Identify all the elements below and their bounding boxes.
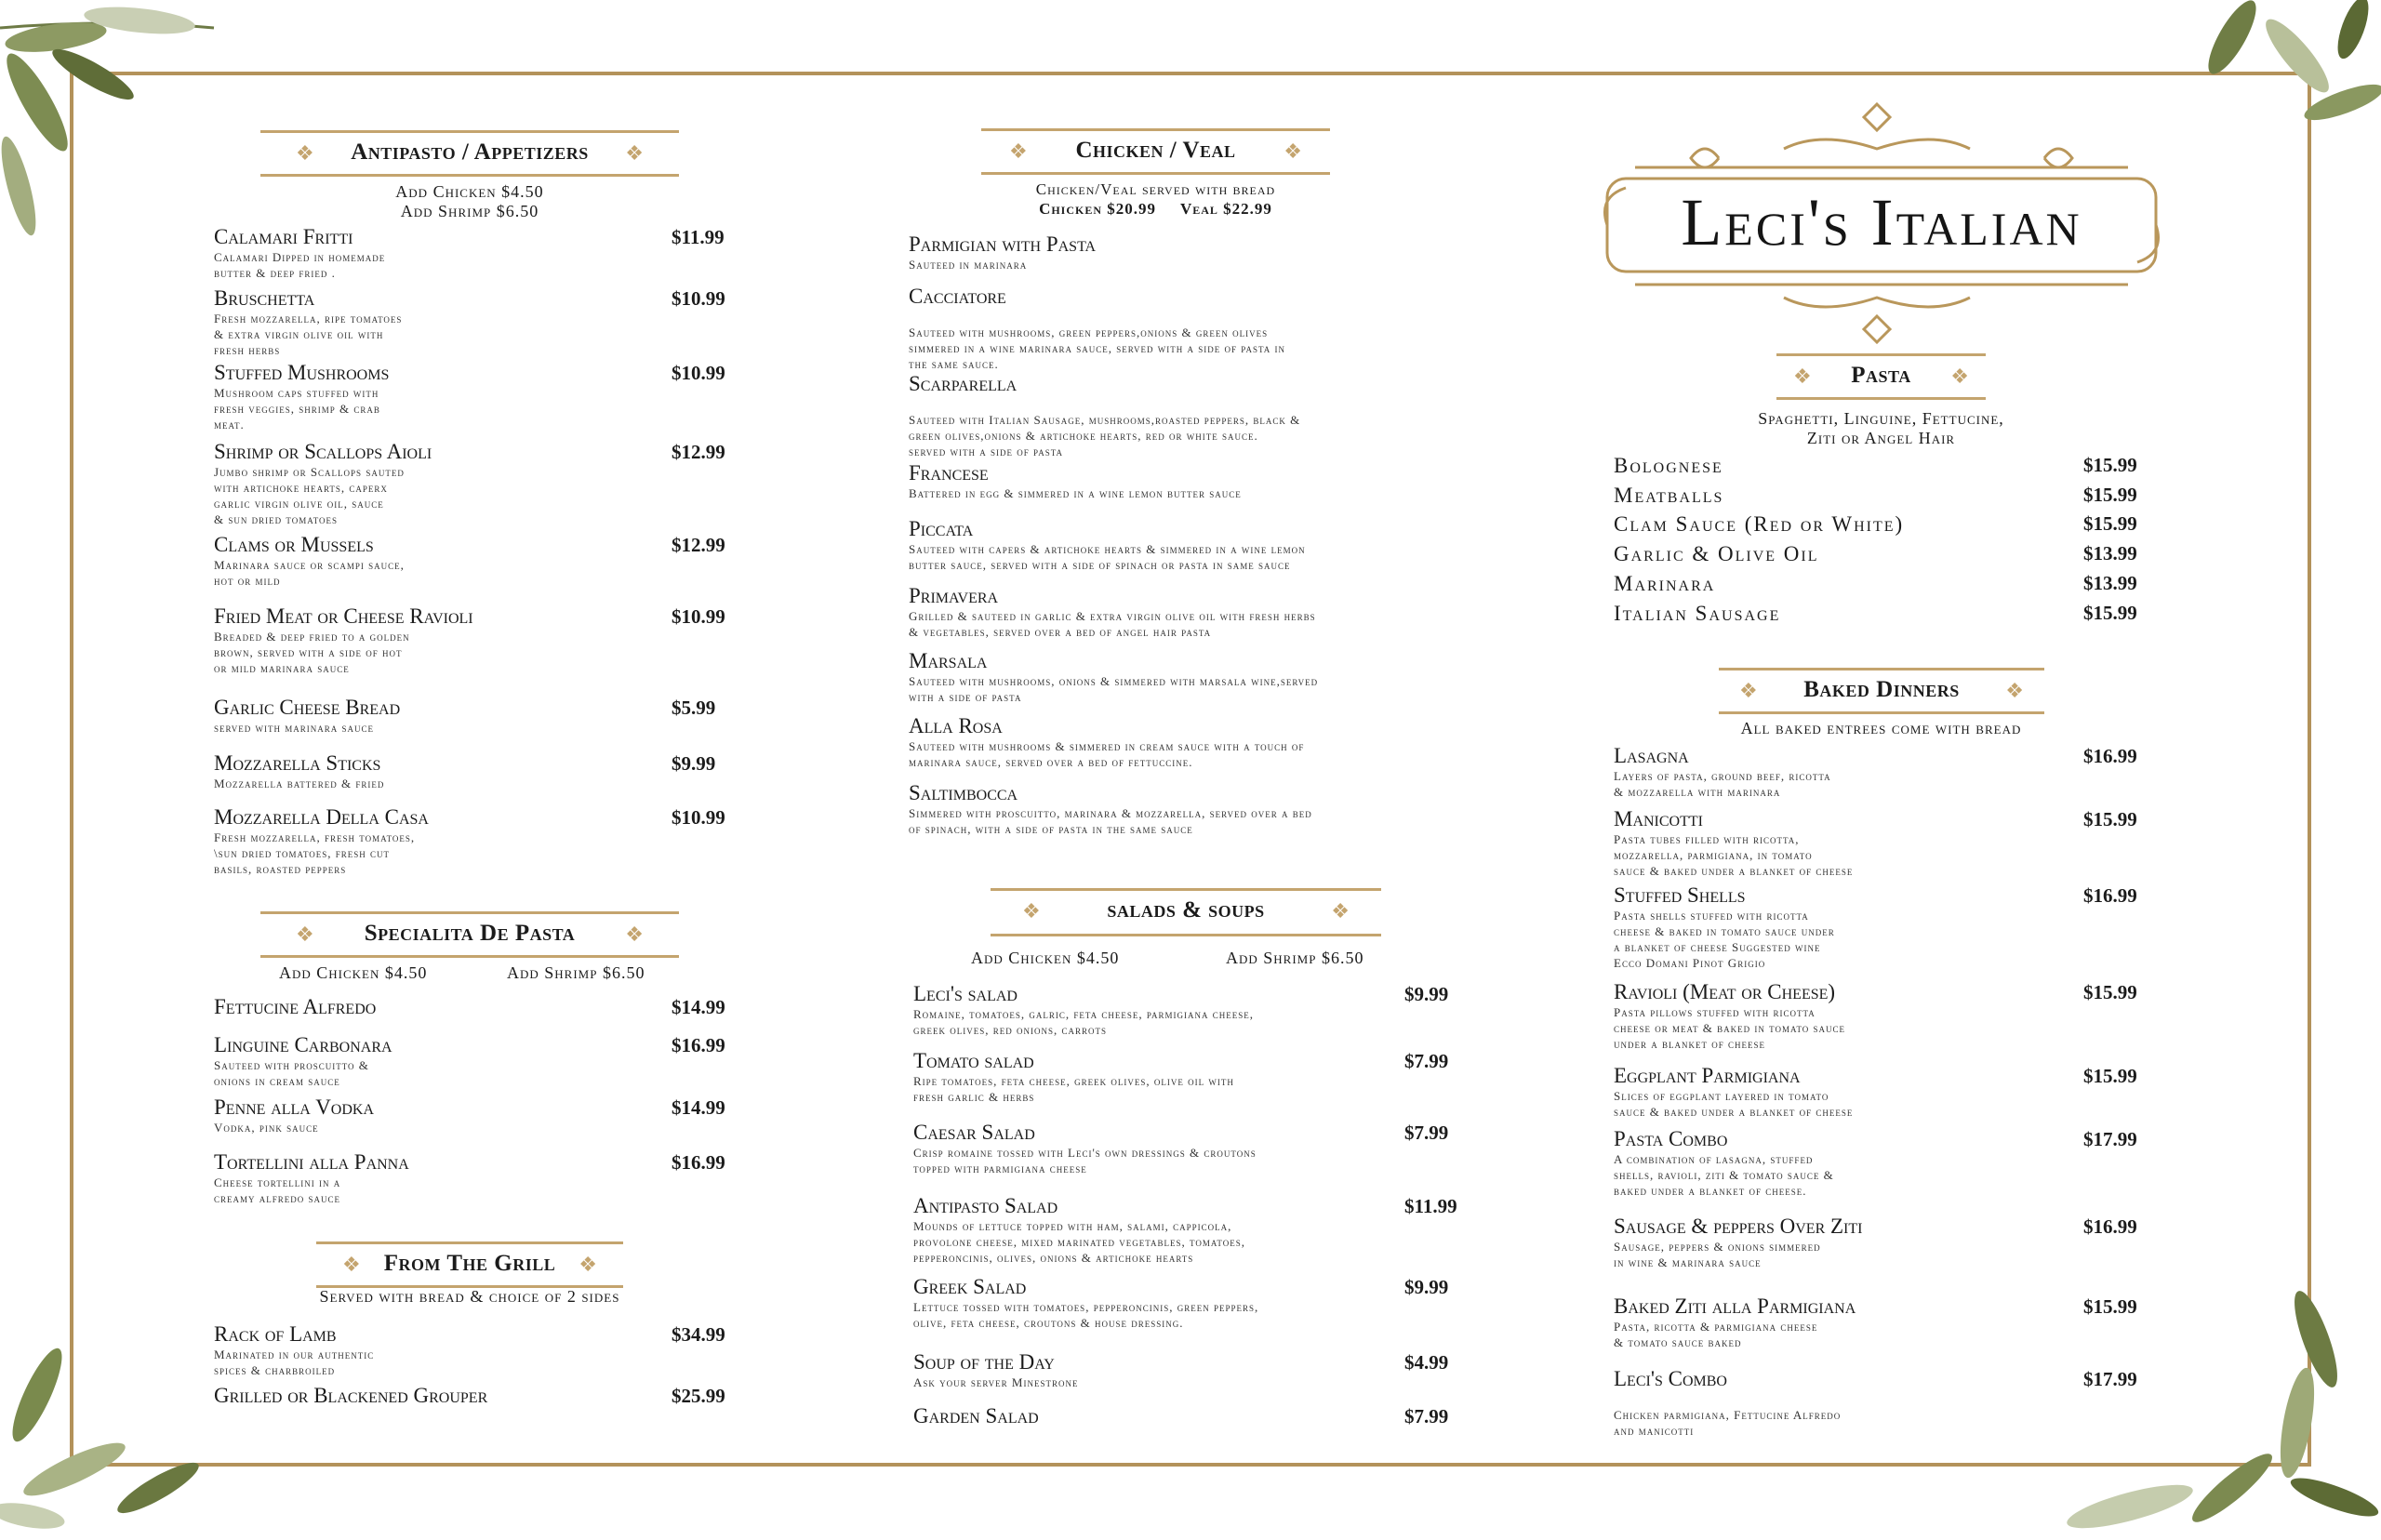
- menu-item-price: $5.99: [672, 697, 716, 719]
- olive-branch-icon: [0, 0, 223, 242]
- menu-item: [214, 1384, 725, 1408]
- menu-item: [913, 1121, 1449, 1176]
- menu-item-price: $17.99: [2083, 1128, 2137, 1150]
- section-header-chicken: ❖ Chicken / Veal ❖: [981, 128, 1330, 175]
- menu-item-name: Baked Ziti alla Parmigiana: [1614, 1294, 1856, 1318]
- menu-item: [1614, 980, 2137, 1052]
- menu-item-price: $16.99: [2083, 884, 2137, 907]
- menu-item: [1614, 484, 2137, 508]
- menu-item-description: onions in cream sauce: [214, 1074, 340, 1088]
- menu-item-description: Sauteed in marinara: [909, 258, 1028, 272]
- restaurant-logo: [1598, 102, 2165, 344]
- menu-item: [1614, 542, 2137, 566]
- menu-item-description: Pasta shells stuffed with ricotta: [1614, 909, 1809, 923]
- menu-item: [909, 649, 1318, 705]
- menu-item-description: cheese or meat & baked in tomato sauce: [1614, 1021, 1846, 1035]
- menu-item-name: Leci's salad: [913, 982, 1018, 1005]
- menu-item-description: Pasta tubes filled with ricotta,: [1614, 832, 1800, 846]
- menu-item-description: served with marinara sauce: [214, 721, 375, 735]
- menu-item-description: basils, roasted peppers: [214, 862, 347, 876]
- menu-item-name: Grilled or Blackened Grouper: [214, 1384, 488, 1407]
- menu-item: [909, 285, 1285, 372]
- menu-item-name: Piccata: [909, 517, 974, 540]
- section-note: Add Shrimp $6.50: [1226, 949, 1364, 967]
- menu-item-name: Parmigian with Pasta: [909, 232, 1097, 256]
- menu-item-price: $16.99: [2083, 745, 2137, 767]
- menu-item-name: Caesar Salad: [913, 1121, 1035, 1144]
- menu-item: [1614, 1064, 2137, 1120]
- menu-item-name: Garden Salad: [913, 1404, 1039, 1427]
- menu-item-price: $25.99: [672, 1385, 725, 1407]
- menu-item-name: Scarparella: [909, 372, 1018, 395]
- menu-item: [913, 1194, 1457, 1266]
- menu-item: [1614, 572, 2137, 596]
- menu-item-description: brown, served with a side of hot: [214, 645, 403, 659]
- menu-item-description: Grilled & sauteed in garlic & extra virgin olive oil with fresh herbs: [909, 609, 1316, 623]
- menu-item: [214, 1150, 725, 1206]
- menu-item-price: $11.99: [672, 226, 725, 248]
- menu-item: [913, 1350, 1449, 1390]
- menu-item-name: Manicotti: [1614, 807, 1703, 830]
- menu-item-description: pepperoncinis, olives, onions & artichoke hearts: [913, 1251, 1194, 1265]
- section-header-salads: ❖ salads & soups ❖: [991, 888, 1381, 936]
- section-note: Chicken/Veal served with bread Chicken $20.99 Veal $22.99: [1035, 180, 1276, 218]
- menu-item: [913, 1275, 1449, 1331]
- menu-item-description: shells, ravioli, ziti & tomato sauce &: [1614, 1168, 1834, 1182]
- menu-item-name: Cacciatore: [909, 285, 1006, 308]
- menu-item-price: $15.99: [2083, 1065, 2137, 1087]
- menu-item-description: Sauteed with mushrooms, onions & simmered with marsala wine,served: [909, 674, 1319, 688]
- menu-item-price: $15.99: [2083, 1295, 2137, 1318]
- flourish-icon: ❖: [1793, 365, 1812, 388]
- menu-item-description: & vegetables, served over a bed of angel hair pasta: [909, 625, 1212, 639]
- menu-item-description: butter sauce, served with a side of spinach or pasta in same sauce: [909, 558, 1291, 572]
- menu-item-description: with artichoke hearts, caperx: [214, 481, 388, 495]
- menu-item-description: Vodka, pink sauce: [214, 1121, 319, 1135]
- olive-branch-icon: [2158, 0, 2381, 149]
- menu-item-name: Stuffed Mushrooms: [214, 361, 390, 384]
- menu-item-price: $15.99: [2083, 484, 2137, 506]
- flourish-icon: ❖: [625, 141, 644, 165]
- menu-item-price: $9.99: [672, 752, 716, 775]
- menu-item-price: $15.99: [2083, 602, 2137, 624]
- menu-item: [913, 1404, 1449, 1428]
- flourish-icon: ❖: [579, 1253, 597, 1276]
- section-header-specialita: ❖ Specialita De Pasta ❖: [260, 911, 679, 958]
- menu-item-description: Romaine, tomatoes, galric, feta cheese, parmigiana cheese,: [913, 1007, 1255, 1021]
- menu-item: [214, 225, 725, 281]
- menu-item-description: Sausage, peppers & onions simmered: [1614, 1240, 1821, 1254]
- menu-item: [1614, 602, 2137, 626]
- menu-item-name: Soup of the Day: [913, 1350, 1055, 1374]
- menu-item: [214, 995, 725, 1019]
- menu-item-price: $11.99: [1404, 1195, 1457, 1217]
- menu-item-name: Tomato salad: [913, 1049, 1034, 1072]
- menu-item-description: Pasta, ricotta & parmigiana cheese: [1614, 1320, 1818, 1334]
- menu-item-description: Mozzarella battered & fried: [214, 777, 385, 790]
- menu-item-price: $34.99: [672, 1323, 725, 1346]
- menu-item-description: Slices of eggplant layered in tomato: [1614, 1089, 1829, 1103]
- menu-item: [214, 696, 716, 736]
- menu-item-description: the same sauce.: [909, 357, 999, 371]
- flourish-icon: ❖: [625, 923, 644, 946]
- menu-item-description: Sauteed with mushrooms, green peppers,onions & green olives: [909, 325, 1269, 339]
- menu-item-description: & extra virgin olive oil with: [214, 327, 384, 341]
- flourish-icon: ❖: [296, 141, 314, 165]
- menu-item-description: simmered in a wine marinara sauce, served with a side of pasta in: [909, 341, 1285, 355]
- menu-item-description: fresh herbs: [214, 343, 281, 357]
- flourish-icon: ❖: [296, 923, 314, 946]
- menu-item: [214, 533, 725, 589]
- menu-item-description: topped with parmigiana cheese: [913, 1162, 1087, 1175]
- menu-item-name: Meatballs: [1614, 484, 1724, 507]
- menu-item-description: provolone cheese, mixed marinated vegetables, tomatoes,: [913, 1235, 1245, 1249]
- menu-item: [214, 286, 725, 358]
- menu-item: [214, 361, 725, 432]
- menu-item-description: garlic virgin olive oil, sauce: [214, 497, 384, 511]
- section-header-grill: ❖ From The Grill ❖: [316, 1241, 623, 1288]
- flourish-icon: ❖: [1284, 139, 1302, 163]
- menu-item-description: greek olives, red onions, carrots: [913, 1023, 1108, 1037]
- menu-item-description: Fresh mozzarella, ripe tomatoes: [214, 312, 403, 325]
- menu-item-name: Calamari Fritti: [214, 225, 353, 248]
- menu-item-name: Tortellini alla Panna: [214, 1150, 409, 1174]
- menu-item-description: creamy alfredo sauce: [214, 1191, 341, 1205]
- menu-item-description: in wine & marinara sauce: [1614, 1255, 1762, 1269]
- menu-item-price: $12.99: [672, 534, 725, 556]
- menu-item: [1614, 1215, 2137, 1270]
- menu-item-name: Fried Meat or Cheese Ravioli: [214, 604, 473, 628]
- menu-item: [1614, 1367, 2137, 1439]
- menu-item-description: Marinara sauce or scampi sauce,: [214, 558, 405, 572]
- section-note: Spaghetti, Linguine, Fettucine, Ziti or Angel Hair: [1758, 409, 2004, 447]
- menu-item-price: $16.99: [672, 1151, 725, 1174]
- menu-item-description: & tomato sauce baked: [1614, 1335, 1742, 1349]
- menu-item-price: $15.99: [2083, 981, 2137, 1003]
- flourish-icon: ❖: [1331, 899, 1350, 923]
- menu-item-name: Bolognese: [1614, 454, 1723, 477]
- menu-item-name: Italian Sausage: [1614, 602, 1781, 625]
- menu-item: [909, 372, 1300, 459]
- menu-item-price: $4.99: [1404, 1351, 1449, 1374]
- menu-item-name: Pasta Combo: [1614, 1127, 1728, 1150]
- menu-item-name: Shrimp or Scallops Aioli: [214, 440, 432, 463]
- menu-item-description: Lettuce tossed with tomatoes, pepperoncinis, green peppers,: [913, 1300, 1259, 1314]
- menu-item-name: Antipasto Salad: [913, 1194, 1058, 1217]
- menu-item-name: Marinara: [1614, 572, 1716, 595]
- menu-item-name: Francese: [909, 461, 989, 485]
- menu-item-description: Sauteed with Italian Sausage, mushrooms,roasted peppers, black &: [909, 413, 1301, 427]
- section-header-baked: ❖ Baked Dinners ❖: [1719, 668, 2044, 714]
- menu-item-name: Greek Salad: [913, 1275, 1027, 1298]
- menu-item-description: Ecco Domani Pinot Grigio: [1614, 956, 1766, 970]
- menu-item-description: Pasta pillows stuffed with ricotta: [1614, 1005, 1816, 1019]
- menu-item-description: sauce & baked under a blanket of cheese: [1614, 1105, 1854, 1119]
- section-note: All baked entrees come with bread: [1740, 719, 2022, 737]
- menu-item-description: Sauteed with capers & artichoke hearts & simmered in a wine lemon: [909, 542, 1306, 556]
- menu-item-name: Mozzarella Della Casa: [214, 805, 429, 829]
- menu-item-name: Linguine Carbonara: [214, 1033, 392, 1056]
- restaurant-name: Leci's Italian: [1681, 185, 2082, 259]
- menu-item-name: Stuffed Shells: [1614, 883, 1746, 907]
- menu-item-name: Primavera: [909, 584, 999, 607]
- menu-item-name: Garlic & Olive Oil: [1614, 542, 1819, 565]
- menu-item-description: Jumbo shrimp or Scallops sauted: [214, 465, 405, 479]
- menu-item: [1614, 1294, 2137, 1350]
- menu-item: [913, 1049, 1449, 1105]
- menu-item-description: Cheese tortellini in a: [214, 1175, 341, 1189]
- menu-item-price: $16.99: [2083, 1215, 2137, 1238]
- flourish-icon: ❖: [2005, 679, 2024, 702]
- menu-item: [1614, 807, 2137, 879]
- olive-branch-icon: [0, 1339, 223, 1540]
- section-note: Served with bread & choice of 2 sides: [319, 1287, 620, 1306]
- menu-item-description: Mounds of lettuce topped with ham, salami, cappicola,: [913, 1219, 1232, 1233]
- section-note: Add Chicken $4.50 Add Shrimp $6.50: [395, 182, 544, 220]
- menu-item-description: sauce & baked under a blanket of cheese: [1614, 864, 1854, 878]
- menu-item-description: Fresh mozzarella, fresh tomatoes,: [214, 830, 416, 844]
- menu-item-name: Fettucine Alfredo: [214, 995, 377, 1018]
- menu-item-description: olive, feta cheese, croutons & house dressing.: [913, 1316, 1184, 1330]
- menu-item: [1614, 744, 2137, 800]
- menu-item-price: $9.99: [1404, 983, 1449, 1005]
- menu-item-description: Chicken parmigiana, Fettucine Alfredo: [1614, 1408, 1842, 1422]
- menu-item-description: under a blanket of cheese: [1614, 1037, 1765, 1051]
- section-note: Add Chicken $4.50: [971, 949, 1120, 967]
- menu-item-price: $13.99: [2083, 542, 2137, 564]
- menu-item-name: Penne alla Vodka: [214, 1095, 375, 1119]
- menu-item: [909, 714, 1304, 770]
- section-note: Add Chicken $4.50: [279, 963, 428, 982]
- menu-item: [214, 751, 716, 791]
- menu-item-name: Ravioli (Meat or Cheese): [1614, 980, 1836, 1003]
- menu-item-name: Bruschetta: [214, 286, 315, 310]
- menu-item-description: [1614, 1392, 1841, 1407]
- menu-item-description: or mild marinara sauce: [214, 661, 350, 675]
- menu-item-name: Clam Sauce (Red or White): [1614, 512, 1905, 536]
- menu-item-description: A combination of lasagna, stuffed: [1614, 1152, 1814, 1166]
- menu-item-name: Lasagna: [1614, 744, 1689, 767]
- menu-item-description: Marinated in our authentic: [214, 1348, 375, 1361]
- menu-item: [913, 982, 1449, 1038]
- menu-item-description: served with a side of pasta: [909, 445, 1063, 458]
- menu-item-name: Sausage & peppers Over Ziti: [1614, 1215, 1863, 1238]
- menu-item: [1614, 512, 2137, 537]
- menu-item-name: Eggplant Parmigiana: [1614, 1064, 1801, 1087]
- menu-item-description: cheese & baked in tomato sauce under: [1614, 924, 1835, 938]
- menu-item: [909, 517, 1306, 573]
- menu-item-price: $7.99: [1404, 1122, 1449, 1144]
- menu-item-description: Ripe tomatoes, feta cheese, greek olives, olive oil with: [913, 1074, 1234, 1088]
- menu-item-price: $10.99: [672, 605, 725, 628]
- menu-item-description: Layers of pasta, ground beef, ricotta: [1614, 769, 1831, 783]
- section-header-pasta: ❖ Pasta ❖: [1776, 353, 1986, 400]
- menu-item-name: Clams or Mussels: [214, 533, 374, 556]
- menu-item-price: $15.99: [2083, 454, 2137, 476]
- flourish-icon: ❖: [1950, 365, 1969, 388]
- menu-item: [214, 805, 725, 877]
- menu-item-name: Rack of Lamb: [214, 1322, 337, 1346]
- menu-item-description: \sun dried tomatoes, fresh cut: [214, 846, 391, 860]
- flourish-icon: ❖: [1009, 139, 1028, 163]
- menu-item: [214, 440, 725, 527]
- menu-item-name: Leci's Combo: [1614, 1367, 1727, 1390]
- section-note: Add Shrimp $6.50: [507, 963, 645, 982]
- menu-item-description: a blanket of cheese Suggested wine: [1614, 940, 1821, 954]
- menu-item-price: $10.99: [672, 806, 725, 829]
- menu-item: [214, 1322, 725, 1378]
- menu-item-description: [909, 397, 1300, 412]
- menu-item-description: [909, 310, 1285, 325]
- menu-item-description: Ask your server Minestrone: [913, 1375, 1079, 1389]
- menu-item-description: & sun dried tomatoes: [214, 512, 339, 526]
- menu-item-description: & mozzarella with marinara: [1614, 785, 1781, 799]
- menu-item-description: green olives,onions & artichoke hearts, red or white sauce.: [909, 429, 1258, 443]
- menu-item-price: $10.99: [672, 362, 725, 384]
- menu-item-description: fresh veggies, shrimp & crab: [214, 402, 380, 416]
- section-header-antipasto: ❖ Antipasto / Appetizers ❖: [260, 130, 679, 177]
- menu-item-price: $12.99: [672, 441, 725, 463]
- menu-item-name: Saltimbocca: [909, 781, 1018, 804]
- menu-item-description: of spinach, with a side of pasta in the same sauce: [909, 822, 1193, 836]
- flourish-icon: ❖: [342, 1253, 361, 1276]
- menu-item-description: Mushroom caps stuffed with: [214, 386, 379, 400]
- menu-item-description: Sauteed with proscuitto &: [214, 1058, 369, 1072]
- menu-item-description: Crisp romaine tossed with Leci's own dressings & croutons: [913, 1146, 1257, 1160]
- menu-item-price: $15.99: [2083, 808, 2137, 830]
- menu-item-description: fresh garlic & herbs: [913, 1090, 1035, 1104]
- menu-item-price: $15.99: [2083, 512, 2137, 535]
- menu-item-description: Simmered with proscuitto, marinara & mozzarella, served over a bed: [909, 806, 1312, 820]
- menu-item-description: baked under a blanket of cheese.: [1614, 1184, 1807, 1198]
- menu-item-description: spices & charbroiled: [214, 1363, 336, 1377]
- menu-item-description: hot or mild: [214, 574, 281, 588]
- menu-item-description: butter & deep fried .: [214, 266, 336, 280]
- menu-item: [909, 584, 1316, 640]
- menu-item-price: $17.99: [2083, 1368, 2137, 1390]
- menu-item: [1614, 454, 2137, 478]
- menu-item-name: Garlic Cheese Bread: [214, 696, 401, 719]
- menu-item: [214, 604, 725, 676]
- flourish-icon: ❖: [1022, 899, 1041, 923]
- menu-item: [1614, 883, 2137, 971]
- menu-item-price: $10.99: [672, 287, 725, 310]
- menu-item-description: Sauteed with mushrooms & simmered in cream sauce with a touch of: [909, 739, 1305, 753]
- menu-item: [214, 1095, 725, 1135]
- menu-item-description: mozzarella, parmigiana, in tomato: [1614, 848, 1813, 862]
- menu-item-description: Breaded & deep fried to a golden: [214, 630, 410, 644]
- flourish-icon: ❖: [1739, 679, 1758, 702]
- menu-item-price: $7.99: [1404, 1405, 1449, 1427]
- menu-item-price: $7.99: [1404, 1050, 1449, 1072]
- menu-item-description: with a side of pasta: [909, 690, 1022, 704]
- menu-item-price: $14.99: [672, 996, 725, 1018]
- menu-item-price: $14.99: [672, 1096, 725, 1119]
- menu-item-price: $16.99: [672, 1034, 725, 1056]
- menu-item: [909, 461, 1242, 501]
- menu-item: [1614, 1127, 2137, 1199]
- menu-item-description: Calamari Dipped in homemade: [214, 250, 386, 264]
- menu-item-description: marinara sauce, served over a bed of fettuccine.: [909, 755, 1193, 769]
- menu-item: [214, 1033, 725, 1089]
- menu-item-name: Alla Rosa: [909, 714, 1003, 737]
- menu-item: [909, 232, 1096, 272]
- menu-item-description: Battered in egg & simmered in a wine lemon butter sauce: [909, 486, 1242, 500]
- menu-item: [909, 781, 1312, 837]
- menu-item-price: $13.99: [2083, 572, 2137, 594]
- menu-item-name: Marsala: [909, 649, 988, 672]
- menu-item-description: and manicotti: [1614, 1424, 1695, 1438]
- menu-item-name: Mozzarella Sticks: [214, 751, 381, 775]
- menu-item-price: $9.99: [1404, 1276, 1449, 1298]
- olive-branch-icon: [2018, 1283, 2381, 1540]
- menu-item-description: meat.: [214, 418, 245, 431]
